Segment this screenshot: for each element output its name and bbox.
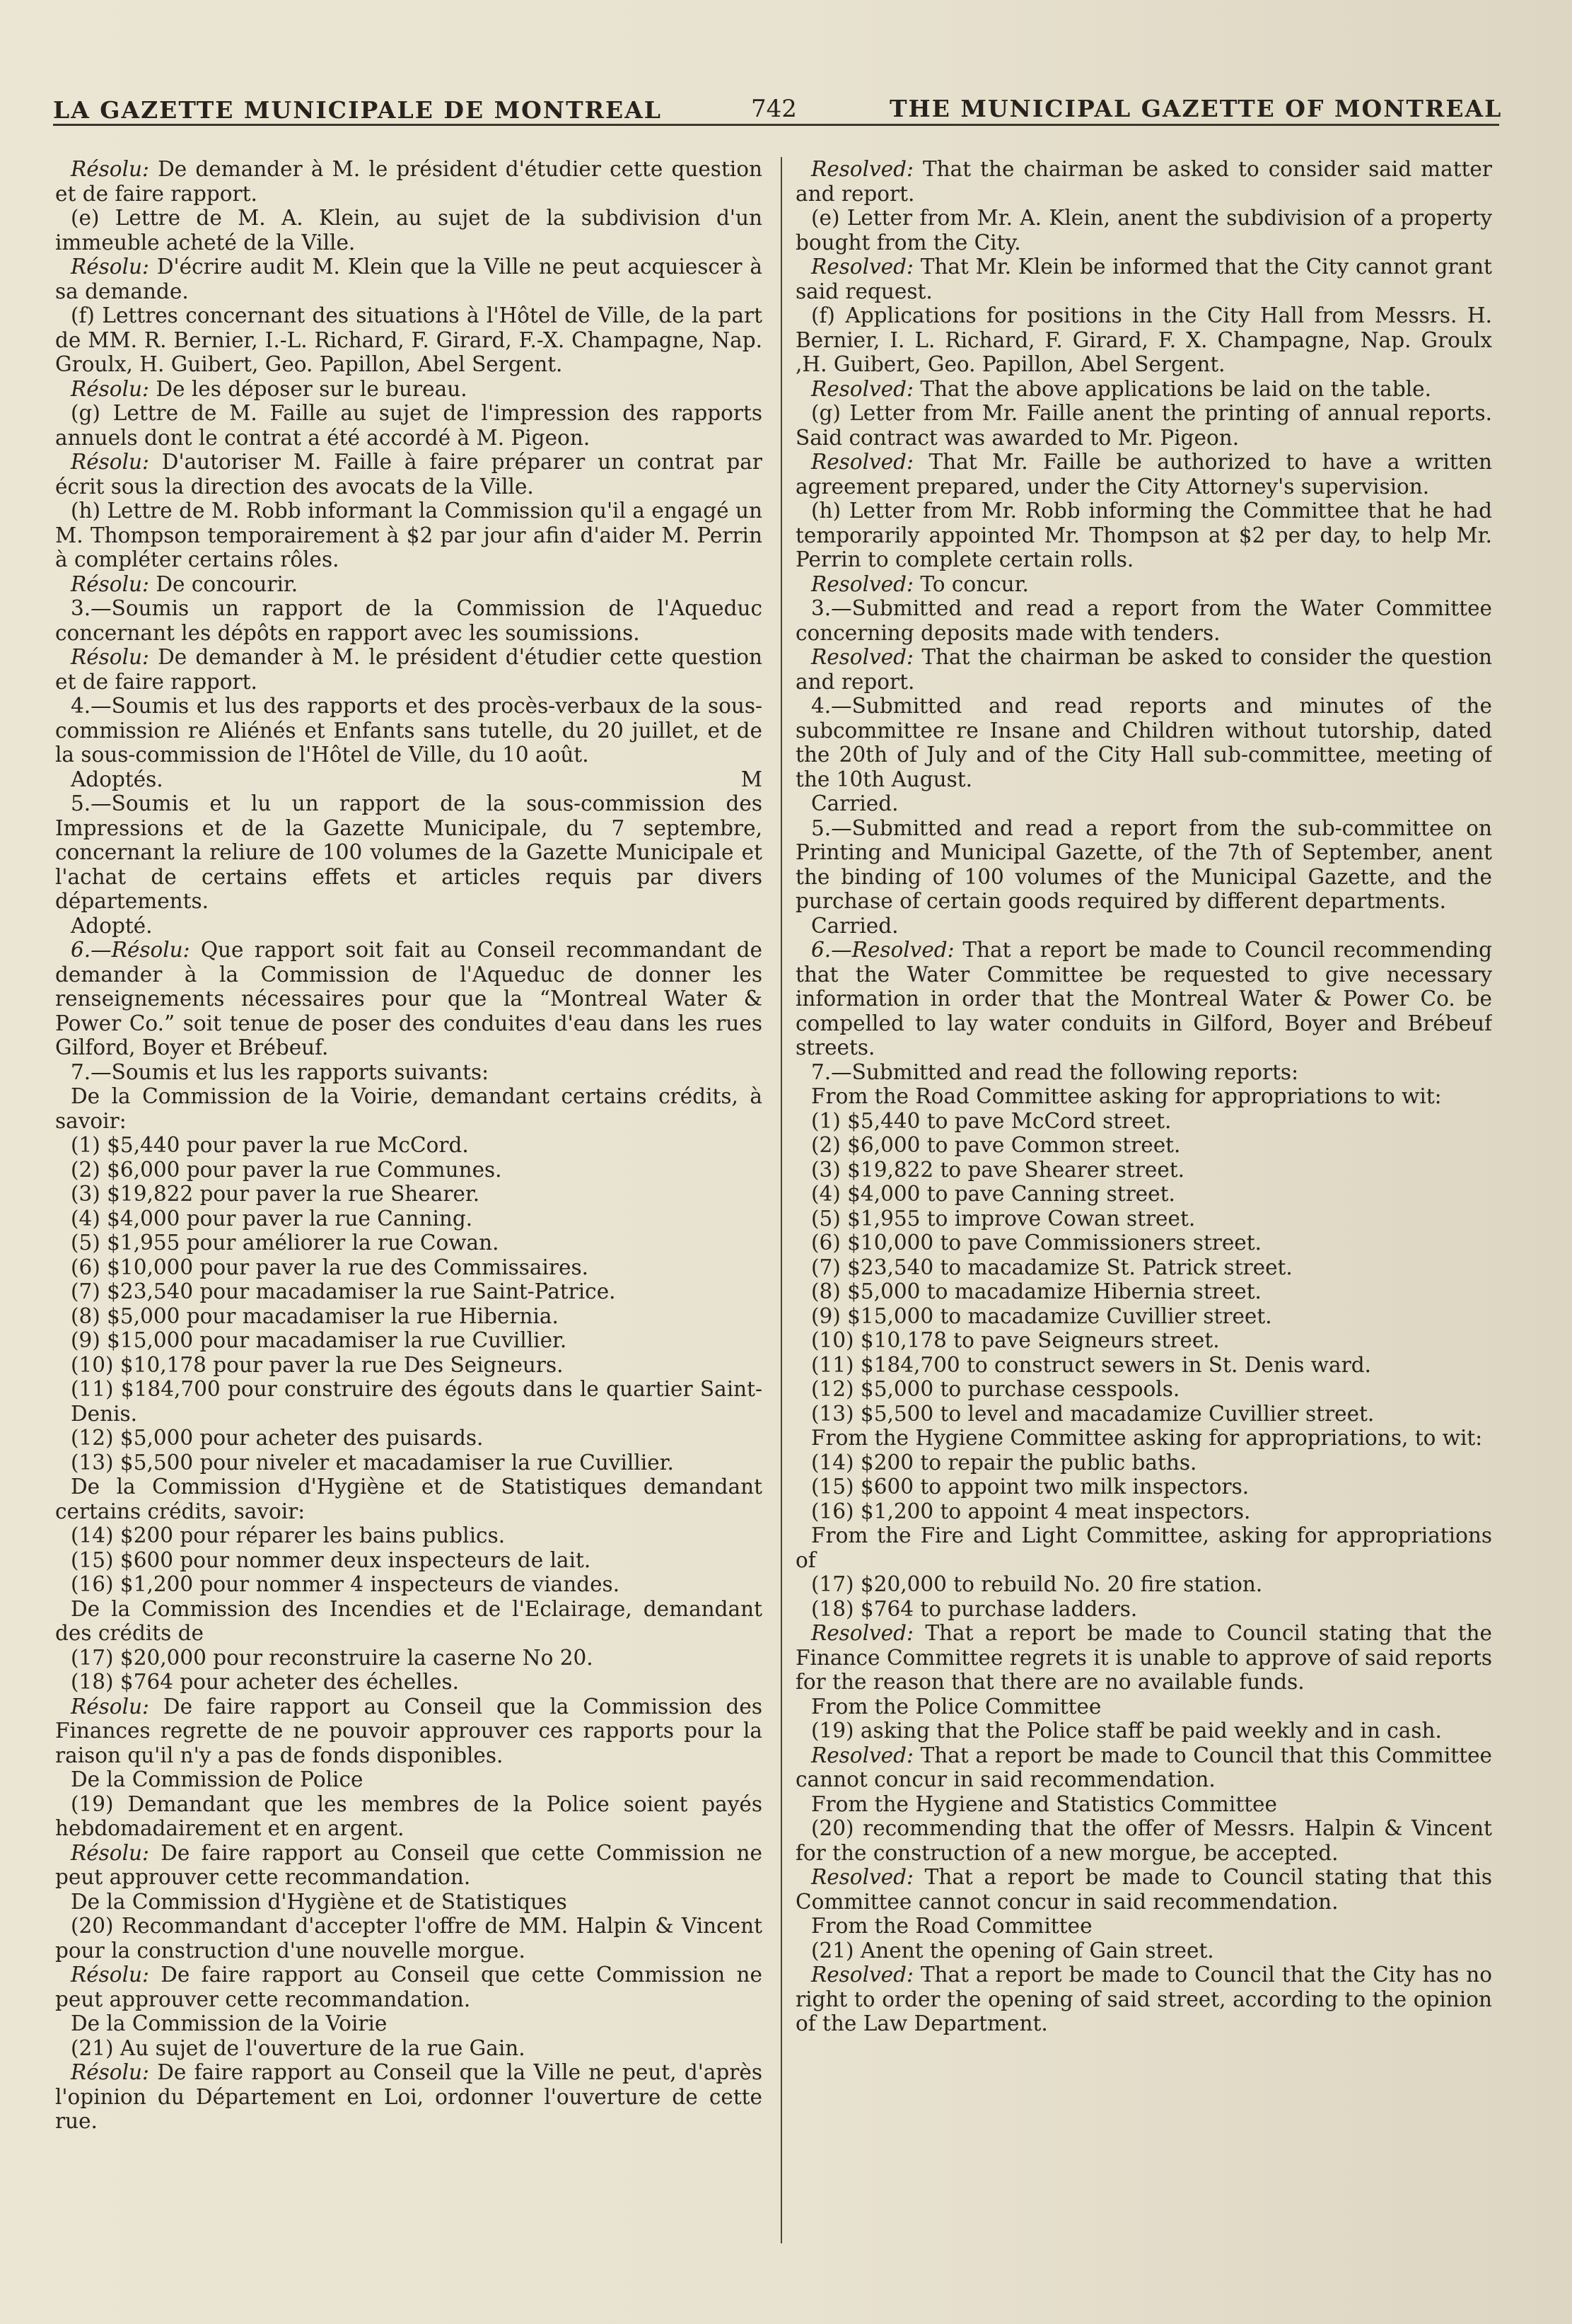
right-paragraph [796, 1865, 1492, 1914]
right-paragraph [796, 450, 1492, 499]
paragraph-text: Adopté. [71, 913, 153, 938]
left-paragraph [55, 1279, 762, 1304]
right-paragraph [796, 303, 1492, 377]
right-paragraph [796, 206, 1492, 255]
left-paragraph [55, 1060, 762, 1085]
resolution-lead: Resolved: [811, 450, 914, 474]
paragraph-text: D'écrire audit M. Klein que la Ville ne peut acquiescer à sa demande. [55, 255, 762, 303]
left-paragraph [55, 1914, 762, 1963]
paragraph-text: That the above applications be laid on the table. [913, 376, 1432, 401]
paragraph-text: De la Commission de la Voirie, demandant certains crédits, à savoir: [55, 1084, 762, 1133]
left-paragraph [55, 1353, 762, 1378]
paragraph-text: (11) $184,700 pour construire des égouts dans le quartier Saint-Denis. [71, 1377, 762, 1426]
right-paragraph [796, 1963, 1492, 2036]
paragraph-text: (12) $5,000 to purchase cesspools. [811, 1377, 1180, 1401]
right-paragraph [796, 572, 1492, 597]
paragraph-text: That a report be made to Council stating that the Finance Committee regrets it is unable to approve of said reports for the reason that there are no available funds. [796, 1621, 1492, 1694]
paragraph-text: From the Hygiene Committee asking for appropriations, to wit: [811, 1426, 1483, 1450]
paragraph-text: (14) $200 pour réparer les bains publics. [71, 1523, 506, 1547]
header-rule [53, 124, 1499, 126]
right-paragraph [796, 694, 1492, 791]
right-paragraph [796, 1402, 1492, 1427]
left-paragraph [55, 1451, 762, 1475]
right-paragraph [796, 1451, 1492, 1475]
paragraph-text: (20) recommending that the offer of Messrs. Halpin & Vincent for the construction of a new morgue, be accepted. [796, 1816, 1492, 1865]
right-paragraph [796, 1792, 1492, 1817]
paragraph-text: (11) $184,700 to construct sewers in St. Denis ward. [811, 1352, 1372, 1377]
right-paragraph [796, 1084, 1492, 1109]
left-paragraph [55, 1182, 762, 1207]
right-paragraph [796, 914, 1492, 939]
paragraph-text: (21) Anent the opening of Gain street. [811, 1938, 1214, 1963]
paragraph-text: That a report be made to Council stating that this Committee cannot concur in said recommendation. [796, 1865, 1492, 1914]
right-paragraph [796, 791, 1492, 816]
paragraph-text: (2) $6,000 to pave Common street. [811, 1133, 1181, 1157]
paragraph-text: De la Commission d'Hygiène et de Statistiques demandant certains crédits, savoir: [55, 1475, 762, 1523]
english-title: THE MUNICIPAL GAZETTE OF MONTREAL [890, 95, 1503, 122]
resolution-lead: Résolu: [71, 1963, 149, 1987]
resolution-lead: Resolved: [811, 1865, 914, 1889]
resolution-lead: 6.—Résolu: [71, 938, 190, 962]
paragraph-text: That Mr. Faille be authorized to have a written agreement prepared, under the City Attorney's supervision. [796, 450, 1492, 499]
left-paragraph [55, 401, 762, 450]
paragraph-text: From the Hygiene and Statistics Committee [811, 1791, 1277, 1816]
paragraph-text: (1) $5,440 pour paver la rue McCord. [71, 1133, 469, 1157]
left-paragraph [55, 1963, 762, 2011]
right-paragraph [796, 1597, 1492, 1622]
left-paragraph [55, 767, 762, 792]
paragraph-text: (7) $23,540 to macadamize St. Patrick street. [811, 1255, 1293, 1279]
resolution-lead: Résolu: [71, 1694, 149, 1719]
paragraph-text: Carried. [811, 791, 899, 815]
paragraph-text: De faire rapport au Conseil que cette Commission ne peut approuver cette recommandation. [55, 1963, 762, 2011]
paragraph-text: (9) $15,000 to macadamize Cuvillier street. [811, 1303, 1272, 1328]
paragraph-text: (g) Lettre de M. Faille au sujet de l'impression des rapports annuels dont le contrat a été accordé à M. Pigeon. [55, 401, 762, 450]
left-paragraph [55, 206, 762, 255]
paragraph-text: Carried. [811, 913, 899, 938]
left-paragraph [55, 791, 762, 914]
right-paragraph [796, 1328, 1492, 1353]
right-paragraph [796, 938, 1492, 1060]
page-number: 742 [751, 95, 797, 123]
right-paragraph [796, 1279, 1492, 1304]
right-paragraph [796, 1939, 1492, 1963]
paragraph-text: (3) $19,822 to pave Shearer street. [811, 1157, 1185, 1182]
paragraph-text: That a report be made to Council recommending that the Water Committee be requested to give necessary information in order that the Montreal Water & Power Co. be compelled to lay water conduits in Gilford, Boyer and Brébeuf streets. [796, 938, 1492, 1059]
resolution-lead: Resolved: [811, 1621, 914, 1645]
paragraph-text: (19) Demandant que les membres de la Police soient payés hebdomadairement et en argent. [55, 1791, 762, 1840]
paragraph-text: (14) $200 to repair the public baths. [811, 1450, 1197, 1475]
paragraph-text: (17) $20,000 pour reconstruire la caserne No 20. [71, 1645, 593, 1670]
left-paragraph [55, 1792, 762, 1841]
paragraph-text: (17) $20,000 to rebuild No. 20 fire station. [811, 1572, 1263, 1596]
paragraph-text: (8) $5,000 to macadamize Hibernia street. [811, 1279, 1262, 1303]
left-paragraph [55, 694, 762, 767]
paragraph-text: (e) Letter from Mr. A. Klein, anent the subdivision of a property bought from the City. [796, 206, 1492, 255]
left-paragraph [55, 303, 762, 377]
paragraph-text: Que rapport soit fait au Conseil recommandant de demander à la Commission de l'Aqueduc de donner les renseignements nécessaires pour que la “Montreal Water & Power Co.” soit tenue de poser des conduites d'eau dans les rues Gilford, Boyer et Brébeuf. [55, 938, 762, 1059]
resolution-lead: Résolu: [71, 1840, 149, 1865]
left-paragraph [55, 1084, 762, 1133]
left-paragraph [55, 645, 762, 694]
paragraph-text: Adoptés. [71, 767, 163, 791]
paragraph-text: (5) $1,955 pour améliorer la rue Cowan. [71, 1231, 499, 1255]
paragraph-text: De demander à M. le président d'étudier cette question et de faire rapport. [55, 157, 762, 206]
left-paragraph [55, 938, 762, 1060]
right-paragraph [796, 1572, 1492, 1597]
left-paragraph [55, 1304, 762, 1329]
left-paragraph [55, 1231, 762, 1255]
right-paragraph [796, 1426, 1492, 1451]
left-paragraph [55, 1597, 762, 1646]
resolution-lead: Resolved: [811, 645, 914, 669]
left-paragraph [55, 1475, 762, 1523]
paragraph-text: (21) Au sujet de l'ouverture de la rue Gain. [71, 2035, 525, 2060]
paragraph-text: (10) $10,178 pour paver la rue Des Seigneurs. [71, 1352, 564, 1377]
paragraph-text: De faire rapport au Conseil que la Commission des Finances regrette de ne pouvoir approuver ces rapports pour la raison qu'il n'y a pas de fonds disponibles. [55, 1694, 762, 1767]
left-paragraph [55, 1767, 762, 1792]
right-paragraph [796, 1353, 1492, 1378]
left-paragraph [55, 914, 762, 939]
left-paragraph [55, 1426, 762, 1451]
right-paragraph [796, 1182, 1492, 1207]
resolution-lead: Résolu: [71, 450, 149, 474]
paragraph-text: (2) $6,000 pour paver la rue Communes. [71, 1157, 502, 1182]
paragraph-text: De faire rapport au Conseil que cette Commission ne peut approuver cette recommandation. [55, 1840, 762, 1889]
left-paragraph [55, 2036, 762, 2061]
paragraph-text: (6) $10,000 pour paver la rue des Commissaires. [71, 1255, 589, 1279]
right-paragraph [796, 1475, 1492, 1499]
right-paragraph [796, 1207, 1492, 1231]
right-paragraph [796, 377, 1492, 402]
right-paragraph [796, 1499, 1492, 1524]
resolution-lead: Résolu: [71, 2060, 149, 2084]
resolution-lead: Résolu: [71, 645, 149, 669]
resolution-lead: Resolved: [811, 571, 914, 596]
resolution-lead: 6.—Resolved: [811, 938, 955, 962]
left-paragraph [55, 1572, 762, 1597]
left-paragraph [55, 2011, 762, 2036]
right-paragraph [796, 401, 1492, 450]
right-paragraph [796, 1158, 1492, 1183]
paragraph-text: (g) Letter from Mr. Faille anent the printing of annual reports. Said contract was awarded to Mr. Pigeon. [796, 401, 1492, 450]
paragraph-text: That a report be made to Council that this Committee cannot concur in said recommendation. [796, 1743, 1492, 1791]
paragraph-text: (e) Lettre de M. A. Klein, au sujet de la subdivision d'un immeuble acheté de la Ville. [55, 206, 762, 255]
left-paragraph [55, 2060, 762, 2134]
left-paragraph [55, 1841, 762, 1890]
left-paragraph [55, 157, 762, 206]
left-paragraph [55, 255, 762, 303]
right-paragraph [796, 1377, 1492, 1402]
resolution-lead: Résolu: [71, 571, 149, 596]
french-column [55, 157, 762, 2279]
paragraph-text: (19) asking that the Police staff be paid weekly and in cash. [811, 1719, 1442, 1743]
resolution-lead: Resolved: [811, 376, 914, 401]
left-paragraph [55, 1695, 762, 1768]
left-paragraph [55, 1328, 762, 1353]
right-paragraph [796, 1133, 1492, 1158]
paragraph-text: From the Police Committee [811, 1694, 1102, 1719]
paragraph-text: 5.—Submitted and read a report from the sub-committee on Printing and Municipal Gazette, of the 7th of September, anent the binding of 100 volumes of the Municipal Gazette, and the purchase of certain goods required by different departments. [796, 815, 1492, 913]
resolution-lead: Résolu: [71, 376, 149, 401]
paragraph-text: De la Commission d'Hygiène et de Statistiques [71, 1889, 567, 1914]
right-paragraph [796, 1695, 1492, 1719]
left-paragraph [55, 596, 762, 645]
right-paragraph [796, 1621, 1492, 1695]
english-column [796, 157, 1492, 2279]
left-paragraph [55, 1158, 762, 1183]
paragraph-text: (7) $23,540 pour macadamiser la rue Saint-Patrice. [71, 1279, 616, 1303]
paragraph-text: (16) $1,200 pour nommer 4 inspecteurs de viandes. [71, 1572, 620, 1596]
paragraph-text: De la Commission de la Voirie [71, 2011, 388, 2035]
paragraph-text: De faire rapport au Conseil que la Ville ne peut, d'après l'opinion du Département en Loi, ordonner l'ouverture de cette rue. [55, 2060, 762, 2133]
paragraph-text: (4) $4,000 pour paver la rue Canning. [71, 1206, 473, 1231]
paragraph-text: (15) $600 to appoint two milk inspectors. [811, 1475, 1250, 1499]
paragraph-text: (h) Lettre de M. Robb informant la Commission qu'il a engagé un M. Thompson temporairement à $2 par jour afin d'aider M. Perrin à compléter certains rôles. [55, 499, 762, 571]
left-paragraph [55, 1890, 762, 1915]
paragraph-text: (18) $764 to purchase ladders. [811, 1596, 1138, 1621]
paragraph-text: 4.—Soumis et lus des rapports et des procès-verbaux de la sous-commission re Aliénés et Enfants sans tutelle, du 20 juillet, et de la sous-commission de l'Hôtel de Ville, du 10 août. [55, 694, 762, 767]
paragraph-text: (10) $10,178 to pave Seigneurs street. [811, 1328, 1220, 1352]
paragraph-text: (8) $5,000 pour macadamiser la rue Hibernia. [71, 1303, 559, 1328]
paragraph-text: (20) Recommandant d'accepter l'offre de MM. Halpin & Vincent pour la construction d'une nouvelle morgue. [55, 1914, 762, 1963]
paragraph-text: (12) $5,000 pour acheter des puisards. [71, 1426, 484, 1450]
right-paragraph [796, 645, 1492, 694]
right-paragraph [796, 596, 1492, 645]
right-paragraph [796, 1109, 1492, 1134]
column-divider [781, 157, 782, 2243]
paragraph-text: (6) $10,000 to pave Commissioners street. [811, 1231, 1262, 1255]
paragraph-text: De la Commission des Incendies et de l'Eclairage, demandant des crédits de [55, 1596, 762, 1645]
french-title: LA GAZETTE MUNICIPALE DE MONTREAL [53, 96, 663, 124]
right-paragraph [796, 1304, 1492, 1329]
paragraph-text: From the Fire and Light Committee, asking for appropriations of [796, 1523, 1492, 1572]
paragraph-text: (1) $5,440 to pave McCord street. [811, 1108, 1172, 1133]
paragraph-text: (f) Applications for positions in the City Hall from Messrs. H. Bernier, I. L. Richard, F. Girard, F. X. Champagne, Nap. Groulx ,H. Guibert, Geo. Papillon, Abel Sergent. [796, 303, 1492, 376]
paragraph-text: (9) $15,000 pour macadamiser la rue Cuvillier. [71, 1328, 567, 1352]
right-paragraph [796, 1060, 1492, 1085]
resolution-lead: Résolu: [71, 157, 149, 181]
right-paragraph [796, 499, 1492, 572]
paragraph-text: From the Road Committee asking for appropriations to wit: [811, 1084, 1442, 1108]
paragraph-text: That the chairman be asked to consider the question and report. [796, 645, 1492, 694]
paragraph-text: That a report be made to Council that the City has no right to order the opening of said street, according to the opinion of the Law Department. [796, 1963, 1492, 2035]
paragraph-text: (4) $4,000 to pave Canning street. [811, 1182, 1175, 1206]
paragraph-text: (16) $1,200 to appoint 4 meat inspectors. [811, 1499, 1251, 1523]
left-paragraph [55, 1133, 762, 1158]
paragraph-text: 7.—Submitted and read the following reports: [811, 1059, 1299, 1084]
paragraph-text: That the chairman be asked to consider said matter and report. [796, 157, 1492, 206]
right-paragraph [796, 816, 1492, 914]
paragraph-text: That Mr. Klein be informed that the City cannot grant said request. [796, 255, 1492, 303]
paragraph-text: (15) $600 pour nommer deux inspecteurs de lait. [71, 1547, 591, 1572]
paragraph-text: 3.—Soumis un rapport de la Commission de l'Aqueduc concernant les dépôts en rapport avec les soumissions. [55, 596, 762, 645]
left-paragraph [55, 1377, 762, 1426]
right-paragraph [796, 1231, 1492, 1255]
resolution-lead: Resolved: [811, 1963, 914, 1987]
left-paragraph [55, 499, 762, 572]
resolution-lead: Resolved: [811, 157, 914, 181]
right-paragraph [796, 255, 1492, 303]
right-paragraph [796, 1719, 1492, 1743]
resolution-lead: Resolved: [811, 255, 914, 279]
right-paragraph [796, 1255, 1492, 1280]
paragraph-text: De la Commission de Police [71, 1767, 363, 1791]
left-paragraph [55, 1670, 762, 1695]
left-paragraph [55, 1207, 762, 1231]
paragraph-text: (13) $5,500 pour niveler et macadamiser la rue Cuvillier. [71, 1450, 674, 1475]
left-paragraph [55, 377, 762, 402]
paragraph-text: 5.—Soumis et lu un rapport de la sous-commission des Impressions et de la Gazette Municipale, du 7 septembre, concernant la reliure de 100 volumes de la Gazette Municipale et l'achat de certains effets et articles requis par divers départements. [55, 791, 762, 913]
resolution-lead: Resolved: [811, 1743, 914, 1767]
paragraph-text: From the Road Committee [811, 1914, 1093, 1938]
right-paragraph [796, 1523, 1492, 1572]
right-paragraph [796, 1816, 1492, 1865]
paragraph-text: (h) Letter from Mr. Robb informing the Committee that he had temporarily appointed Mr. Thompson at $2 per day, to help Mr. Perrin to complete certain rolls. [796, 499, 1492, 571]
paragraph-text: De les déposer sur le bureau. [149, 376, 467, 401]
paragraph-text: (13) $5,500 to level and macadamize Cuvillier street. [811, 1401, 1375, 1426]
paragraph-text: To concur. [913, 571, 1029, 596]
left-paragraph [55, 1548, 762, 1573]
right-paragraph [796, 1743, 1492, 1792]
paragraph-text: De demander à M. le président d'étudier cette question et de faire rapport. [55, 645, 762, 694]
paragraph-text: (18) $764 pour acheter des échelles. [71, 1670, 460, 1694]
left-paragraph [55, 572, 762, 597]
right-paragraph [796, 1914, 1492, 1939]
paragraph-text: (5) $1,955 to improve Cowan street. [811, 1206, 1196, 1231]
paragraph-text: 4.—Submitted and read reports and minutes of the subcommittee re Insane and Children without tutorship, dated the 20th of July and of the City Hall sub-committee, meeting of the 10th August. [796, 694, 1492, 791]
resolution-lead: Résolu: [71, 255, 149, 279]
paragraph-text: 3.—Submitted and read a report from the Water Committee concerning deposits made with tenders. [796, 596, 1492, 645]
paragraph-text: D'autoriser M. Faille à faire préparer un contrat par écrit sous la direction des avocats de la Ville. [55, 450, 762, 499]
left-paragraph [55, 1646, 762, 1671]
right-paragraph [796, 157, 1492, 206]
paragraph-text: (3) $19,822 pour paver la rue Shearer. [71, 1182, 480, 1206]
margin-mark: M [740, 767, 762, 791]
paragraph-text: De concourir. [149, 571, 298, 596]
left-paragraph [55, 450, 762, 499]
paragraph-text: (f) Lettres concernant des situations à l'Hôtel de Ville, de la part de MM. R. Bernier, I.-L. Richard, F. Girard, F.-X. Champagne, Nap. Groulx, H. Guibert, Geo. Papillon, Abel Sergent. [55, 303, 762, 376]
paragraph-text: 7.—Soumis et lus les rapports suivants: [71, 1059, 489, 1084]
left-paragraph [55, 1523, 762, 1548]
left-paragraph [55, 1255, 762, 1280]
